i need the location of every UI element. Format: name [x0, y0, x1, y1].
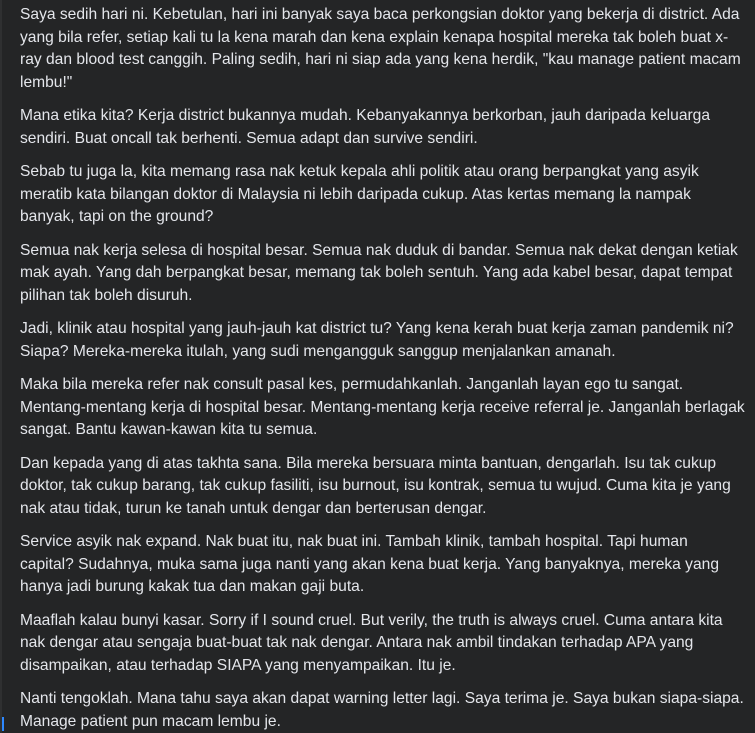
post-paragraph: Saya sedih hari ni. Kebetulan, hari ini banyak saya baca perkongsian doktor yang bekerja di district. Ada yang bila refer, setiap kali tu la kena marah dan kena explain kenapa hospital mereka tak boleh buat x-ray dan blood test canggih. Paling sedih, hari ni siap ada yang kena herdik, "kau manage patient macam lembu!": [20, 6, 741, 91]
post-paragraph: Semua nak kerja selesa di hospital besar. Semua nak duduk di bandar. Semua nak dekat dengan ketiak mak ayah. Yang dah berpangkat besar, memang tak boleh sentuh. Yang ada kabel besar, dapat tempat pilihan tak boleh disuruh.: [20, 241, 738, 304]
post-paragraph: Sebab tu juga la, kita memang rasa nak ketuk kepala ahli politik atau orang berpangkat yang asyik meratib kata bilangan doktor di Malaysia ni lebih daripada cukup. Atas kertas memang la nampak banyak, tapi on the ground?: [20, 163, 699, 225]
post-paragraph: Maaflah kalau bunyi kasar. Sorry if I sound cruel. But verily, the truth is always cruel. Cuma antara kita nak dengar atau sengaja buat-buat tak nak dengar. Antara nak ambil tindakan terhadap APA yang disampaikan, atau terhadap SIAPA yang menyampaikan. Itu je.: [20, 611, 723, 674]
post-paragraph: Jadi, klinik atau hospital yang jauh-jauh kat district tu? Yang kena kerah buat kerja zaman pandemik ni? Siapa? Mereka-mereka itulah, yang sudi mengangguk sanggup menjalankan amanah.: [20, 320, 734, 360]
post-paragraph: Maka bila mereka refer nak consult pasal kes, permudahkanlah. Janganlah layan ego tu sangat. Mentang-mentang kerja di hospital besar. Mentang-mentang kerja receive referral je. Janganlah berlagak sangat. Bantu kawan-kawan kita tu semua.: [20, 376, 745, 438]
post-paragraph: Mana etika kita? Kerja district bukannya mudah. Kebanyakannya berkorban, jauh daripada keluarga sendiri. Buat oncall tak berhenti. Semua adapt dan survive sendiri.: [20, 107, 711, 147]
post-paragraph: Service asyik nak expand. Nak buat itu, nak buat ini. Tambah klinik, tambah hospital. Tapi human capital? Sudahnya, muka sama juga nanti yang akan kena buat kerja. Yang banyaknya, mereka yang hanya jadi burung kakak tua dan makan gaji buta.: [20, 533, 719, 595]
post-paragraph: Nanti tengoklah. Mana tahu saya akan dapat warning letter lagi. Saya terima je. Saya bukan siapa-siapa. Manage patient pun macam lembu je.: [20, 690, 744, 730]
post-paragraph: Dan kepada yang di atas takhta sana. Bila mereka bersuara minta bantuan, dengarlah. Isu tak cukup doktor, tak cukup barang, tak cukup fasiliti, isu burnout, isu kontrak, semua tu wujud. Cuma kita je yang nak atau tidak, turun ke tanah untuk dengar dan berterusan dengar.: [20, 454, 731, 517]
